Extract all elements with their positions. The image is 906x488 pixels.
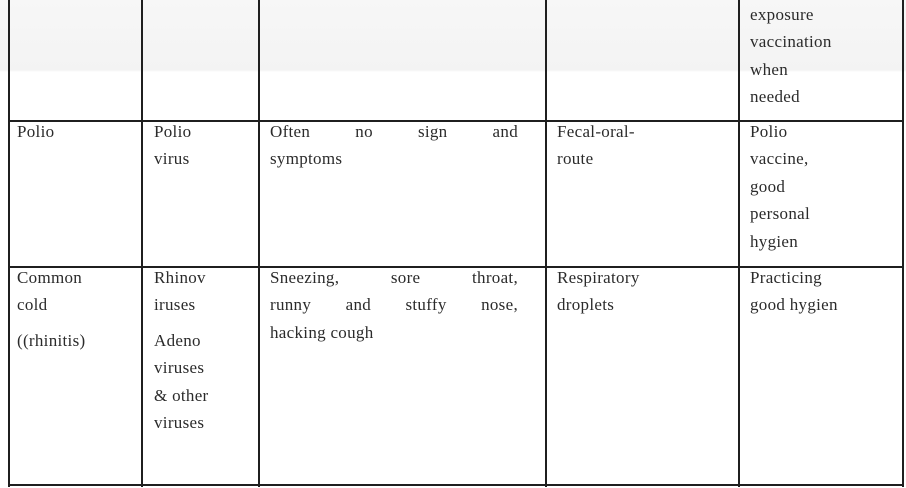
- row3-transmission-cell: Respiratory droplets: [557, 268, 640, 315]
- column-divider: [738, 0, 740, 487]
- table-right-border: [902, 0, 904, 487]
- row2-prevention-cell: Polio vaccine, good personal hygien: [750, 122, 810, 251]
- column-divider: [258, 0, 260, 487]
- row2-symptoms-cell: Often no sign and symptoms: [270, 122, 518, 169]
- row2-disease-cell: Polio: [17, 122, 55, 141]
- column-divider: [141, 0, 143, 487]
- row1-prevention-cell: exposure vaccination when needed: [750, 5, 832, 107]
- row3-disease-cell: Common cold ((rhinitis): [17, 268, 86, 350]
- row3-agent-cell: Rhinov iruses Adeno viruses & other viruses: [154, 268, 209, 433]
- row2-transmission-cell: Fecal-oral- route: [557, 122, 635, 169]
- row3-prevention-cell: Practicing good hygien: [750, 268, 838, 315]
- row2-agent-cell: Polio virus: [154, 122, 192, 169]
- row3-symptoms-cell: Sneezing, sore throat, runny and stuffy nose, hacking cough: [270, 268, 518, 342]
- table-left-border: [8, 0, 10, 487]
- column-divider: [545, 0, 547, 487]
